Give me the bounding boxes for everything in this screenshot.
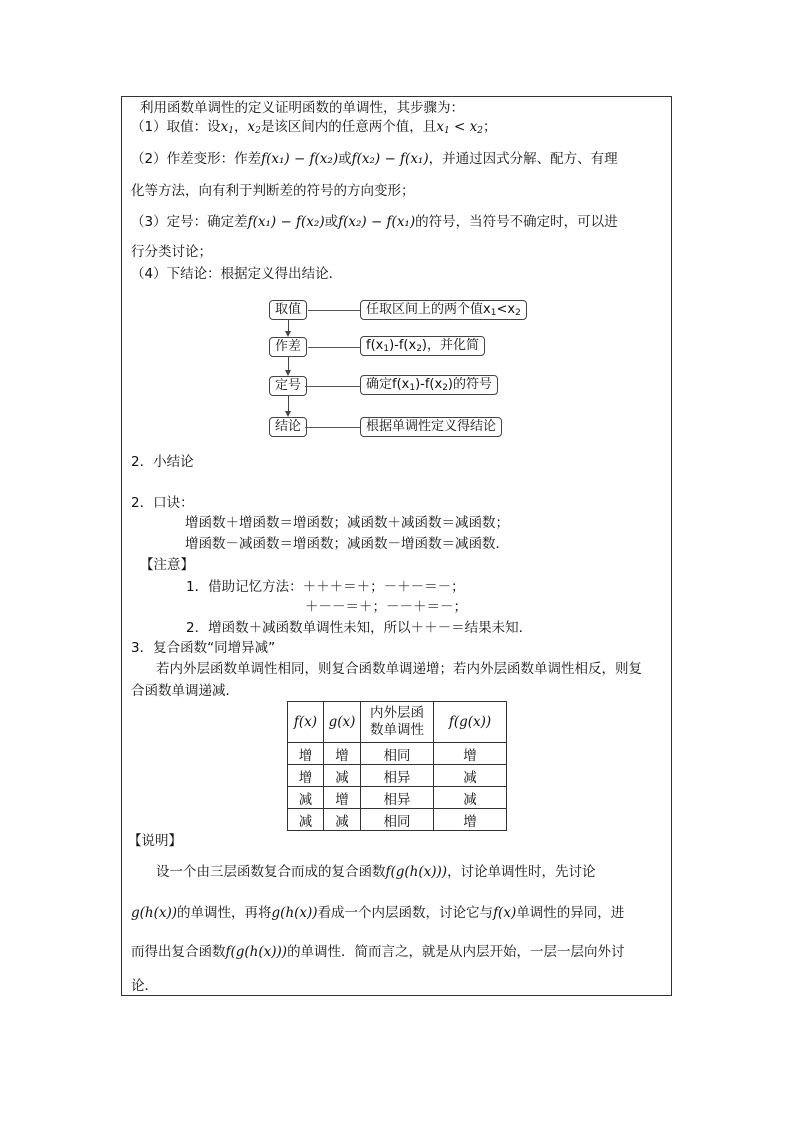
table-cell: 减 <box>288 809 324 831</box>
step2-text-a: （2）作差变形：作差 <box>131 151 262 167</box>
math-fx2-minus-fx1: f(x₂) − f(x₁) <box>338 214 416 230</box>
monotonicity-table <box>287 701 507 831</box>
step3-text-a: （3）定号：确定差 <box>131 214 248 230</box>
flow-leader-2 <box>308 347 360 348</box>
flow-desc-1: 任取区间上的两个值 <box>366 302 484 317</box>
step1-line <box>131 118 496 140</box>
table-row <box>288 787 507 809</box>
flow-desc-box-1: 任取区间上的两个值$x_1<x_2$ <box>360 300 527 320</box>
flow-desc-box-3: 确定$f(x_1)-f(x_2)$的符号 <box>360 375 498 395</box>
step2-text-b: 或 <box>338 151 352 167</box>
math-x2: $x_2$ <box>247 119 261 136</box>
table-cell: 减 <box>288 787 324 809</box>
step2-text-c: ，并通过因式分解、配方、有理 <box>428 151 618 167</box>
flow-arrow-head-2 <box>285 370 291 376</box>
table-cell: 增 <box>324 787 361 809</box>
step3-text-b: 或 <box>324 214 339 230</box>
table-cell: 相同 <box>361 743 434 765</box>
shuoming-line1 <box>156 863 596 881</box>
notice-line1a: 1．借助记忆方法：＋＋＋＝＋；－＋－＝－； <box>186 579 465 595</box>
math-ghx: g(h(x)) <box>271 905 318 921</box>
flow-desc-3c: )的符号 <box>447 377 492 392</box>
shuoming-line3 <box>131 943 625 961</box>
table-header-monotonicity <box>361 702 434 743</box>
flow-desc-box-4: 根据单调性定义得结论 <box>360 417 502 437</box>
shuoming-l3a: 而得出复合函数 <box>131 944 226 960</box>
table-cell: 增 <box>434 743 507 765</box>
table-cell: 相异 <box>361 765 434 787</box>
shuoming-title: 【说明】 <box>128 833 182 849</box>
step2-line2: 化等方法，向有利于判断差的符号的方向变形； <box>131 183 415 199</box>
step4-line: （4）下结论：根据定义得出结论． <box>131 266 343 282</box>
table-header-gx: g(x) <box>324 702 361 743</box>
notice-line1b: ＋－－＝＋；－－＋＝－； <box>305 599 467 615</box>
math-ghx: g(h(x)) <box>131 905 178 921</box>
section2-title: 2．小结论 <box>131 454 194 470</box>
flow-desc-3b: )-f(x <box>415 377 443 392</box>
flow-arrow-shaft-2 <box>288 357 289 370</box>
math-fghx: f(g(h(x))) <box>385 864 448 880</box>
flow-arrow-shaft-1 <box>288 320 289 331</box>
shuoming-line2 <box>131 904 624 922</box>
math-fx1-minus-fx2: f(x₁) − f(x₂) <box>247 214 325 230</box>
table-row <box>288 809 507 831</box>
table-cell: 相异 <box>361 787 434 809</box>
table-cell: 减 <box>434 787 507 809</box>
step1-text-b: 是该区间内的任意两个值，且 <box>260 119 437 135</box>
step2-line1 <box>131 150 618 168</box>
flow-desc-2b: )-f(x <box>389 338 417 353</box>
flow-leader-3 <box>305 386 360 387</box>
shuoming-l2a: 的单调性，再将 <box>177 905 272 921</box>
intro-text: 利用函数单调性的定义证明函数的单调性，其步骤为： <box>140 100 464 116</box>
flow-step-box-2: 作差 <box>269 337 307 357</box>
shuoming-l1a: 设一个由三层函数复合而成的复合函数 <box>156 864 386 880</box>
table-cell: 增 <box>434 809 507 831</box>
table-cell: 增 <box>288 743 324 765</box>
math-fghx: f(g(h(x))) <box>225 944 288 960</box>
math-x1-lt-x2: $x_1 < x_2$ <box>436 119 483 136</box>
math-fx1-minus-fx2: f(x₁) − f(x₂) <box>261 151 339 167</box>
step3-text-c: 的符号，当符号不确定时，可以进 <box>415 214 618 230</box>
math-fx2-minus-fx1: f(x₂) − f(x₁) <box>351 151 429 167</box>
flow-step-box-4: 结论 <box>269 417 307 437</box>
flow-desc-3a: 确定f(x <box>366 377 410 392</box>
table-cell: 减 <box>324 809 361 831</box>
table-header-monotonicity-line1: 内外层函 <box>370 705 424 721</box>
step3-line1 <box>131 213 618 231</box>
table-cell: 增 <box>324 743 361 765</box>
math-x1: $x_1$ <box>220 119 234 136</box>
shuoming-l2b: 看成一个内层函数，讨论它与 <box>317 905 494 921</box>
shuoming-l2c: 单调性的异同，进 <box>516 905 625 921</box>
section3-para-line2: 合函数单调递减． <box>131 683 239 699</box>
flow-arrow-head-1 <box>285 331 291 337</box>
math-sep: ， <box>233 119 248 135</box>
step3-line2: 行分类讨论； <box>131 244 212 260</box>
table-header-fgx: f(g(x)) <box>434 702 507 743</box>
flow-arrow-head-3 <box>285 411 291 417</box>
table-row <box>288 743 507 765</box>
flow-leader-1 <box>308 310 360 311</box>
shuoming-l1b: ，讨论单调性时，先讨论 <box>447 864 596 880</box>
step1-text-c: ； <box>482 119 497 135</box>
table-header-fx: f(x) <box>288 702 324 743</box>
shuoming-line4: 论． <box>131 978 158 994</box>
table-row <box>288 765 507 787</box>
flow-desc-box-2: $f(x_1)-f(x_2)$，并化简 <box>360 336 485 356</box>
table-header-row <box>288 702 507 743</box>
koujue-title: 2．口诀： <box>131 495 194 511</box>
flow-step-box-1: 取值 <box>269 300 307 320</box>
flow-desc-2c: )，并化简 <box>421 338 479 353</box>
table-header-monotonicity-line2: 数单调性 <box>370 722 424 738</box>
section3-para-line1: 若内外层函数单调性相同，则复合函数单调递增；若内外层函数单调性相反，则复 <box>156 661 642 677</box>
flow-leader-4 <box>305 427 360 428</box>
table-cell: 减 <box>324 765 361 787</box>
table-cell: 增 <box>288 765 324 787</box>
flow-arrow-shaft-3 <box>288 396 289 411</box>
koujue-line2: 增函数－减函数＝增函数；减函数－增函数＝减函数． <box>185 536 509 552</box>
shuoming-l3b: 的单调性．简而言之，就是从内层开始，一层一层向外讨 <box>287 944 625 960</box>
math-fx: f(x) <box>493 905 517 921</box>
table-cell: 相同 <box>361 809 434 831</box>
koujue-line1: 增函数＋增函数＝增函数；减函数＋减函数＝减函数； <box>185 515 509 531</box>
flow-step-box-3: 定号 <box>269 376 307 396</box>
notice-line2: 2．增函数＋减函数单调性未知，所以＋＋－＝结果未知． <box>186 620 533 636</box>
notice-title: 【注意】 <box>140 557 194 573</box>
table-cell: 减 <box>434 765 507 787</box>
flow-desc-2a: f(x <box>366 338 384 353</box>
step1-text-a: （1）取值：设 <box>131 119 221 135</box>
section3-title: 3．复合函数“同增异减” <box>131 640 276 656</box>
